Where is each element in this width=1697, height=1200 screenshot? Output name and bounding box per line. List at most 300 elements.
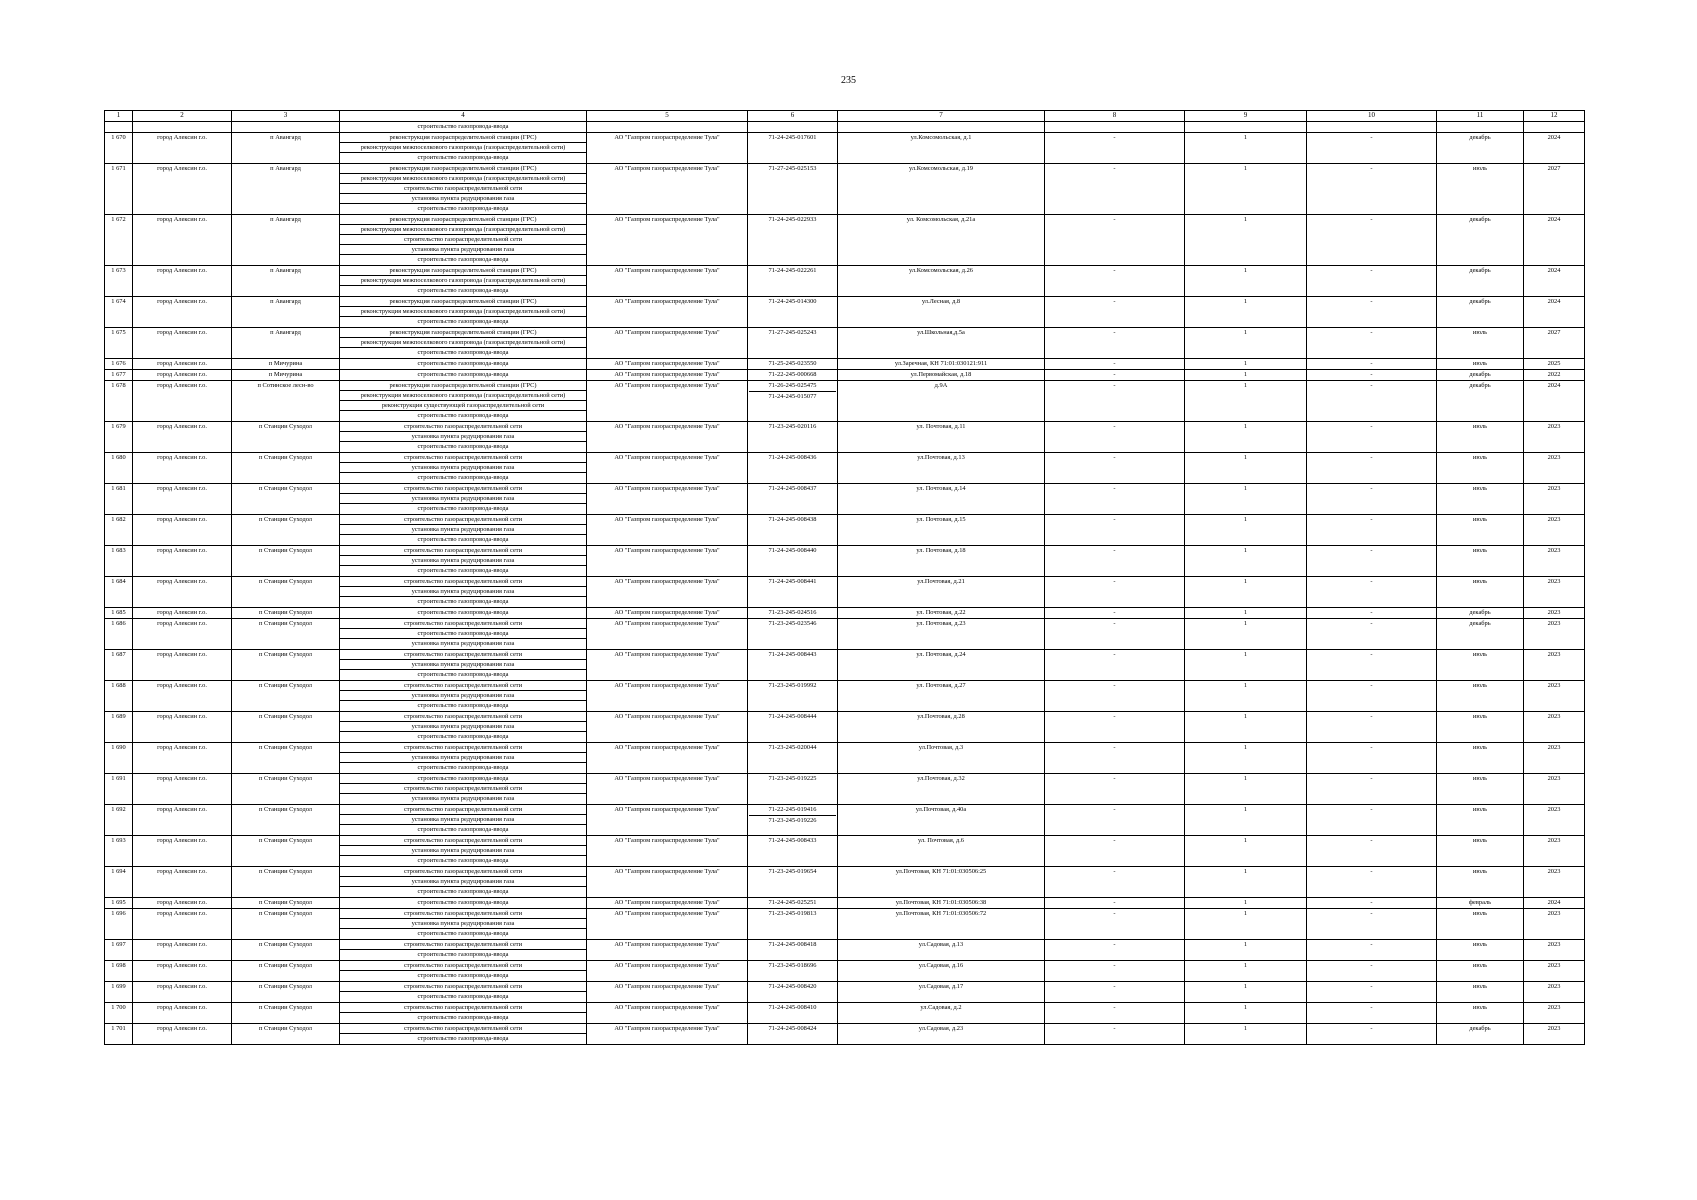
work-item: строительство газораспределительной сети [340,484,586,494]
col8-cell: - [1045,484,1185,515]
row-number: 1 695 [105,898,133,909]
organization-cell: АО "Газпром газораспределение Тула" [587,215,748,266]
work-item: строительство газопровода-ввода [417,371,509,378]
registry-code [749,122,836,132]
works-cell [340,774,587,805]
work-item: реконструкция газораспределительной станции (ГРС) [340,215,586,225]
organization-cell: АО "Газпром газораспределение Тула" [587,940,748,961]
col8-cell: - [1045,381,1185,422]
work-item: установка пункта редуцирования газа [340,722,586,732]
work-item: установка пункта редуцирования газа [340,587,586,597]
col10-cell: - [1307,619,1437,650]
works-cell [340,898,587,909]
works-cell [340,215,587,266]
work-item: установка пункта редуцирования газа [340,245,586,255]
settlement-cell: п Сотинское лесн-во [232,381,340,422]
code-cell [748,909,838,940]
col8-cell: - [1045,961,1185,982]
col8-cell [1045,122,1185,133]
table-row [105,681,1585,712]
year-cell: 2023 [1524,1024,1585,1045]
row-number: 1 691 [105,774,133,805]
col9-cell: 1 [1185,961,1307,982]
gasification-table [104,110,1585,1045]
col-header: 11 [1437,111,1524,122]
address-cell: ул.Комсомольская, д.19 [838,164,1045,215]
code-cell [748,164,838,215]
month-cell: июль [1437,546,1524,577]
registry-code: 71-24-245-008420 [768,983,817,990]
address-cell: ул.Лесная, д.8 [838,297,1045,328]
works-cell [340,122,587,133]
work-item: строительство газопровода-ввода [417,154,509,161]
work-item: строительство газопровода-ввода [417,1035,509,1042]
city-cell: город Алексин г.о. [133,836,232,867]
col10-cell: - [1307,484,1437,515]
year-cell: 2024 [1524,898,1585,909]
col8-cell: - [1045,836,1185,867]
col9-cell: 1 [1185,982,1307,1003]
col9-cell: 1 [1185,1003,1307,1024]
registry-code: 71-24-245-008436 [768,454,817,461]
works-cell [340,484,587,515]
code-cell [748,359,838,370]
year-cell: 2023 [1524,805,1585,836]
organization-cell: АО "Газпром газораспределение Тула" [587,836,748,867]
code-cell [748,546,838,577]
work-item: строительство газораспределительной сети [340,184,586,194]
work-item: строительство газопровода-ввода [417,733,509,740]
work-item: строительство газораспределительной сети [340,909,586,919]
year-cell: 2023 [1524,909,1585,940]
row-number: 1 677 [105,370,133,381]
table-row [105,484,1585,515]
work-item: строительство газопровода-ввода [417,567,509,574]
row-number: 1 686 [105,619,133,650]
table-row [105,982,1585,1003]
address-cell: ул.Почтовая, д.13 [838,453,1045,484]
col-header: 3 [232,111,340,122]
table-row [105,515,1585,546]
code-cell [748,650,838,681]
works-cell [340,1024,587,1045]
city-cell: город Алексин г.о. [133,1024,232,1045]
registry-code: 71-24-245-008410 [768,1004,817,1011]
month-cell: июль [1437,867,1524,898]
organization-cell: АО "Газпром газораспределение Тула" [587,805,748,836]
work-item: реконструкция межпоселкового газопровода (газораспределительной сети) [340,391,586,401]
work-item: строительство газопровода-ввода [417,287,509,294]
col10-cell: - [1307,836,1437,867]
month-cell: декабрь [1437,133,1524,164]
col10-cell: - [1307,297,1437,328]
address-cell: ул.Заречная, КН 71:01:030121:911 [838,359,1045,370]
table-row [105,422,1585,453]
registry-code: 71-24-245-025251 [768,899,817,906]
settlement-cell: п Станции Суходол [232,619,340,650]
address-cell: ул.Школьная,д.5а [838,328,1045,359]
settlement-cell: п Станции Суходол [232,608,340,619]
work-item: реконструкция межпоселкового газопровода (газораспределительной сети) [340,225,586,235]
work-item: строительство газораспределительной сети [340,836,586,846]
city-cell: город Алексин г.о. [133,961,232,982]
month-cell: июль [1437,982,1524,1003]
code-cell [748,266,838,297]
col8-cell: - [1045,774,1185,805]
month-cell: июль [1437,359,1524,370]
registry-code: 71-24-245-008440 [768,547,817,554]
organization-cell: АО "Газпром газораспределение Тула" [587,743,748,774]
works-cell [340,836,587,867]
row-number: 1 689 [105,712,133,743]
col10-cell: - [1307,422,1437,453]
settlement-cell: п Станции Суходол [232,484,340,515]
work-item: реконструкция газораспределительной станции (ГРС) [340,381,586,391]
month-cell: декабрь [1437,266,1524,297]
registry-code: 71-24-245-022933 [768,216,817,223]
city-cell: город Алексин г.о. [133,650,232,681]
works-cell [340,619,587,650]
work-item: строительство газопровода-ввода [417,993,509,1000]
work-item: строительство газораспределительной сети [340,619,586,629]
work-item: установка пункта редуцирования газа [411,795,515,802]
row-number: 1 700 [105,1003,133,1024]
work-item: реконструкция газораспределительной станции (ГРС) [340,164,586,174]
month-cell: декабрь [1437,1024,1524,1045]
year-cell: 2023 [1524,577,1585,608]
col10-cell: - [1307,215,1437,266]
table-row [105,608,1585,619]
work-item: установка пункта редуцирования газа [340,877,586,887]
col9-cell: 1 [1185,940,1307,961]
col10-cell: - [1307,743,1437,774]
registry-code: 71-24-245-015077 [749,391,836,401]
address-cell: ул. Почтовая, д.6 [838,836,1045,867]
registry-code: 71-23-245-023546 [768,620,817,627]
work-item: реконструкция газораспределительной станции (ГРС) [340,266,586,276]
table-row [105,133,1585,164]
col8-cell: - [1045,681,1185,712]
table-row [105,743,1585,774]
year-cell: 2023 [1524,515,1585,546]
works-cell [340,608,587,619]
year-cell: 2025 [1524,359,1585,370]
month-cell: декабрь [1437,370,1524,381]
registry-code: 71-23-245-020044 [768,744,817,751]
col10-cell: - [1307,909,1437,940]
organization-cell: АО "Газпром газораспределение Тула" [587,297,748,328]
registry-code: 71-24-245-017601 [768,134,817,141]
month-cell: июль [1437,328,1524,359]
col9-cell: 1 [1185,515,1307,546]
settlement-cell: п Авангард [232,164,340,215]
col-header: 4 [340,111,587,122]
col10-cell: - [1307,712,1437,743]
works-cell [340,453,587,484]
col8-cell: - [1045,909,1185,940]
row-number: 1 672 [105,215,133,266]
col-header: 10 [1307,111,1437,122]
settlement-cell: п Станции Суходол [232,961,340,982]
year-cell: 2023 [1524,422,1585,453]
works-cell [340,940,587,961]
settlement-cell: п Авангард [232,328,340,359]
work-item: строительство газораспределительной сети [340,422,586,432]
col9-cell: 1 [1185,484,1307,515]
month-cell: июль [1437,681,1524,712]
organization-cell: АО "Газпром газораспределение Тула" [587,909,748,940]
row-number: 1 690 [105,743,133,774]
col9-cell: 1 [1185,453,1307,484]
header-row [105,111,1585,122]
address-cell: ул.Садовая, д.2 [838,1003,1045,1024]
address-cell: ул. Почтовая, д.15 [838,515,1045,546]
work-item: строительство газораспределительной сети [340,867,586,877]
month-cell: июль [1437,650,1524,681]
row-number: 1 670 [105,133,133,164]
address-cell: ул.Почтовая, КН 71:01:030506:25 [838,867,1045,898]
col10-cell: - [1307,982,1437,1003]
city-cell: город Алексин г.о. [133,133,232,164]
address-cell: ул.Почтовая, КН 71:01:030506:72 [838,909,1045,940]
work-item: реконструкция газораспределительной станции (ГРС) [340,297,586,307]
registry-code: 71-23-245-020116 [768,423,817,430]
city-cell: город Алексин г.о. [133,215,232,266]
col10-cell: - [1307,1003,1437,1024]
work-item: строительство газораспределительной сети [340,650,586,660]
col8-cell: - [1045,1024,1185,1045]
col10-cell: - [1307,515,1437,546]
work-item: строительство газораспределительной сети [340,681,586,691]
month-cell: июль [1437,743,1524,774]
col10-cell: - [1307,453,1437,484]
row-number: 1 680 [105,453,133,484]
col8-cell: - [1045,940,1185,961]
table-row [105,370,1585,381]
col9-cell: 1 [1185,712,1307,743]
city-cell: город Алексин г.о. [133,898,232,909]
work-item: строительство газораспределительной сети [340,982,586,992]
year-cell [1524,122,1585,133]
work-item: строительство газопровода-ввода [417,360,509,367]
settlement-cell: п Станции Суходол [232,712,340,743]
work-item: установка пункта редуцирования газа [340,846,586,856]
city-cell: город Алексин г.о. [133,608,232,619]
col8-cell: - [1045,453,1185,484]
code-cell [748,982,838,1003]
col8-cell: - [1045,619,1185,650]
row-number: 1 696 [105,909,133,940]
registry-code: 71-22-245-019416 [768,806,817,813]
col10-cell: - [1307,867,1437,898]
organization-cell: АО "Газпром газораспределение Тула" [587,484,748,515]
col10-cell: - [1307,266,1437,297]
year-cell: 2023 [1524,608,1585,619]
city-cell: город Алексин г.о. [133,297,232,328]
col8-cell: - [1045,712,1185,743]
col8-cell: - [1045,215,1185,266]
col-header: 8 [1045,111,1185,122]
col9-cell: 1 [1185,577,1307,608]
year-cell: 2023 [1524,940,1585,961]
col-header: 9 [1185,111,1307,122]
address-cell: ул.Первомайская, д.18 [838,370,1045,381]
work-item: строительство газораспределительной сети [340,515,586,525]
organization-cell: АО "Газпром газораспределение Тула" [587,1003,748,1024]
city-cell: город Алексин г.о. [133,381,232,422]
col-header: 6 [748,111,838,122]
settlement-cell: п Станции Суходол [232,1003,340,1024]
registry-code: 71-24-245-008418 [768,941,817,948]
work-item: установка пункта редуцирования газа [340,432,586,442]
col9-cell: 1 [1185,805,1307,836]
work-item: строительство газораспределительной сети [340,453,586,463]
registry-code: 71-25-245-023550 [768,360,817,367]
work-item: строительство газопровода-ввода [417,826,509,833]
city-cell: город Алексин г.о. [133,743,232,774]
city-cell: город Алексин г.о. [133,359,232,370]
registry-code: 71-24-245-022261 [768,267,817,274]
col10-cell: - [1307,1024,1437,1045]
col-header: 12 [1524,111,1585,122]
organization-cell: АО "Газпром газораспределение Тула" [587,453,748,484]
address-cell: ул.Почтовая, д.21 [838,577,1045,608]
col10-cell: - [1307,940,1437,961]
col-header: 2 [133,111,232,122]
organization-cell: АО "Газпром газораспределение Тула" [587,681,748,712]
settlement-cell: п Станции Суходол [232,774,340,805]
table-row [105,1003,1585,1024]
year-cell: 2023 [1524,484,1585,515]
work-item: установка пункта редуцирования газа [340,691,586,701]
address-cell: ул. Почтовая, д.11 [838,422,1045,453]
col8-cell: - [1045,650,1185,681]
work-item: реконструкция газораспределительной станции (ГРС) [340,328,586,338]
col9-cell: 1 [1185,608,1307,619]
table-row [105,712,1585,743]
row-number: 1 674 [105,297,133,328]
col8-cell: - [1045,422,1185,453]
registry-code: 71-23-245-019225 [768,775,817,782]
col8-cell: - [1045,370,1185,381]
col9-cell: 1 [1185,836,1307,867]
registry-code: 71-24-245-008433 [768,837,817,844]
city-cell: город Алексин г.о. [133,515,232,546]
registry-code: 71-24-245-008441 [768,578,817,585]
year-cell: 2027 [1524,328,1585,359]
month-cell: декабрь [1437,619,1524,650]
city-cell: город Алексин г.о. [133,982,232,1003]
city-cell: город Алексин г.о. [133,328,232,359]
table-row [105,453,1585,484]
col8-cell: - [1045,297,1185,328]
col9-cell: 1 [1185,909,1307,940]
col10-cell: - [1307,381,1437,422]
settlement-cell: п Авангард [232,133,340,164]
row-number: 1 684 [105,577,133,608]
table-row [105,297,1585,328]
code-cell [748,805,838,836]
work-item: установка пункта редуцирования газа [340,660,586,670]
row-number: 1 682 [105,515,133,546]
organization-cell: АО "Газпром газораспределение Тула" [587,577,748,608]
year-cell: 2024 [1524,266,1585,297]
organization-cell: АО "Газпром газораспределение Тула" [587,422,748,453]
city-cell: город Алексин г.о. [133,681,232,712]
settlement-cell: п Станции Суходол [232,867,340,898]
code-cell [748,328,838,359]
col9-cell: 1 [1185,266,1307,297]
year-cell: 2023 [1524,743,1585,774]
table-row [105,774,1585,805]
city-cell: город Алексин г.о. [133,712,232,743]
settlement-cell: п Станции Суходол [232,422,340,453]
works-cell [340,546,587,577]
year-cell: 2023 [1524,1003,1585,1024]
col9-cell: 1 [1185,898,1307,909]
year-cell: 2027 [1524,164,1585,215]
code-cell [748,681,838,712]
table-row [105,122,1585,133]
code-cell [748,1024,838,1045]
settlement-cell: п Авангард [232,297,340,328]
registry-code: 71-24-245-008443 [768,651,817,658]
month-cell: июль [1437,712,1524,743]
city-cell: город Алексин г.о. [133,909,232,940]
settlement-cell: п Станции Суходол [232,453,340,484]
month-cell: июль [1437,909,1524,940]
col10-cell: - [1307,328,1437,359]
col8-cell: - [1045,898,1185,909]
year-cell: 2024 [1524,381,1585,422]
organization-cell: АО "Газпром газораспределение Тула" [587,650,748,681]
work-item: строительство газопровода-ввода [417,123,509,130]
city-cell [133,122,232,133]
address-cell: ул.Комсомольская, д.26 [838,266,1045,297]
code-cell [748,297,838,328]
work-item: строительство газопровода-ввода [417,598,509,605]
address-cell: д.9А [838,381,1045,422]
table-row [105,381,1585,422]
col8-cell: - [1045,608,1185,619]
work-item: реконструкция существующей газораспределительной сети [340,401,586,411]
works-cell [340,297,587,328]
settlement-cell: п Станции Суходол [232,515,340,546]
works-cell [340,650,587,681]
work-item: строительство газораспределительной сети [340,577,586,587]
registry-code: 71-23-245-019813 [768,910,817,917]
registry-code: 71-26-245-025475 [768,382,817,389]
col10-cell: - [1307,133,1437,164]
city-cell: город Алексин г.о. [133,867,232,898]
year-cell: 2023 [1524,546,1585,577]
col10-cell: - [1307,961,1437,982]
work-item: строительство газораспределительной сети [340,961,586,971]
col10-cell: - [1307,546,1437,577]
code-cell [748,619,838,650]
col10-cell: - [1307,608,1437,619]
work-item: строительство газопровода-ввода [417,609,509,616]
month-cell [1437,122,1524,133]
address-cell: ул.Садовая, д.16 [838,961,1045,982]
code-cell [748,608,838,619]
work-item: реконструкция межпоселкового газопровода (газораспределительной сети) [340,276,586,286]
month-cell: декабрь [1437,608,1524,619]
table-row [105,940,1585,961]
address-cell: ул.Почтовая, д.28 [838,712,1045,743]
col9-cell: 1 [1185,422,1307,453]
city-cell: город Алексин г.о. [133,577,232,608]
